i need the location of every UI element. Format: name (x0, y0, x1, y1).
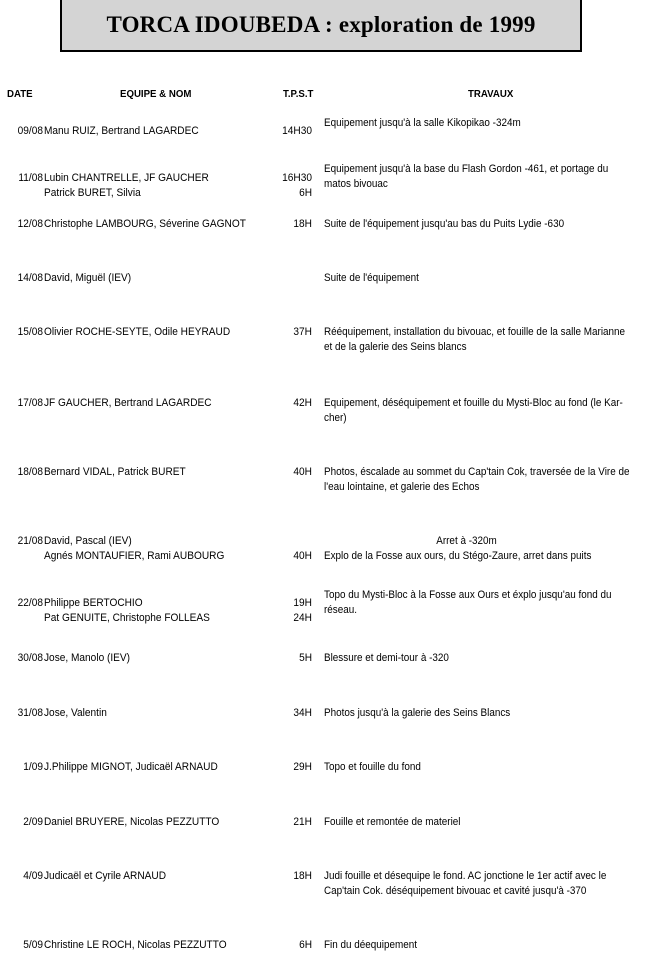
row-work-line: réseau. (324, 604, 358, 616)
row-tpst: 14H30 (282, 125, 312, 137)
header-tpst: T.P.S.T (283, 88, 314, 100)
row-team-line: Agnés MONTAUFIER, Rami AUBOURG (44, 550, 225, 562)
row-tpst: 19H (293, 597, 312, 609)
row-team-line: Christine LE ROCH, Nicolas PEZZUTTO (44, 939, 227, 951)
row-date: 30/08 (17, 652, 43, 664)
row-team-line: Bernard VIDAL, Patrick BURET (44, 466, 186, 478)
row-date: 4/09 (23, 870, 43, 882)
row-team-line: Judicaël et Cyrile ARNAUD (44, 870, 167, 882)
row-date: 09/08 (17, 125, 43, 137)
row-date: 5/09 (23, 939, 43, 951)
row-team-line: Olivier ROCHE-SEYTE, Odile HEYRAUD (44, 326, 231, 338)
row-work-line: Equipement, déséquipement et fouille du Mysti-Bloc au fond (le Kar- (324, 397, 623, 409)
row-work-line: Cap'tain Cok. déséquipement bivouac et cavité jusqu'à -370 (324, 885, 587, 897)
row-tpst: 6H (299, 939, 312, 951)
row-tpst: 18H (293, 218, 312, 230)
row-work-line: Judi fouille et désequipe le fond. AC jonctione le 1er actif avec le (324, 870, 607, 882)
row-work-line: Photos jusqu'à la galerie des Seins Blancs (324, 707, 511, 719)
row-work-line: Suite de l'équipement (324, 272, 419, 284)
row-work-line: Topo et fouille du fond (324, 761, 421, 773)
row-tpst: 29H (293, 761, 312, 773)
row-tpst: 42H (293, 397, 312, 409)
row-date: 15/08 (17, 326, 43, 338)
row-work-line: Rééquipement, installation du bivouac, et fouille de la salle Marianne (324, 326, 626, 338)
row-team-line: JF GAUCHER, Bertrand LAGARDEC (44, 397, 212, 409)
row-tpst: 21H (293, 816, 312, 828)
row-tpst: 40H (293, 466, 312, 478)
row-work-line: Fin du déequipement (324, 939, 418, 951)
row-team-line: Philippe BERTOCHIO (44, 597, 143, 609)
row-date: 12/08 (17, 218, 43, 230)
row-team-line: David, Pascal (IEV) (44, 535, 132, 547)
row-tpst: 5H (299, 652, 312, 664)
row-work-note: Arret à -320m (436, 535, 497, 547)
row-team-line: Christophe LAMBOURG, Séverine GAGNOT (44, 218, 246, 230)
row-date: 21/08 (17, 535, 43, 547)
row-date: 14/08 (17, 272, 43, 284)
row-work-line: Equipement jusqu'à la salle Kikopikao -324m (324, 117, 521, 129)
header-team: EQUIPE & NOM (120, 88, 192, 100)
header-work: TRAVAUX (468, 88, 514, 100)
row-tpst: 34H (293, 707, 312, 719)
row-work-line: matos bivouac (324, 178, 388, 190)
page-title: TORCA IDOUBEDA : exploration de 1999 (60, 0, 582, 52)
row-date: 17/08 (17, 397, 43, 409)
row-work-line: Explo de la Fosse aux ours, du Stégo-Zaure, arret dans puits (324, 550, 592, 562)
row-date: 2/09 (23, 816, 43, 828)
row-tpst: 37H (293, 326, 312, 338)
row-work-line: Suite de l'équipement jusqu'au bas du Puits Lydie -630 (324, 218, 565, 230)
row-date: 31/08 (17, 707, 43, 719)
row-date: 18/08 (17, 466, 43, 478)
row-work-line: Blessure et demi-tour à -320 (324, 652, 449, 664)
header-date: DATE (7, 88, 33, 100)
row-date: 1/09 (23, 761, 43, 773)
row-work-line: Photos, éscalade au sommet du Cap'tain Cok, traversée de la Vire de (324, 466, 630, 478)
row-team-line: J.Philippe MIGNOT, Judicaël ARNAUD (44, 761, 218, 773)
row-team-line: Manu RUIZ, Bertrand LAGARDEC (44, 125, 199, 137)
row-team-line: Jose, Valentin (44, 707, 107, 719)
row-tpst: 40H (293, 550, 312, 562)
row-tpst: 6H (299, 187, 312, 199)
row-tpst: 18H (293, 870, 312, 882)
row-tpst: 16H30 (282, 172, 312, 184)
row-work-line (300, 534, 633, 549)
row-work-line: Equipement jusqu'à la base du Flash Gordon -461, et portage du (324, 163, 609, 175)
row-work-line: et de la galerie des Seins blancs (324, 341, 467, 353)
row-team-line: Daniel BRUYERE, Nicolas PEZZUTTO (44, 816, 220, 828)
row-work-line: l'eau lointaine, et galerie des Echos (324, 481, 480, 493)
row-team-line: Patrick BURET, Silvia (44, 187, 141, 199)
row-team-line: Pat GENUITE, Christophe FOLLEAS (44, 612, 210, 624)
row-work-line: Topo du Mysti-Bloc à la Fosse aux Ours et éxplo jusqu'au fond du (324, 589, 612, 601)
row-team-line: Jose, Manolo (IEV) (44, 652, 131, 664)
row-team-line: Lubin CHANTRELLE, JF GAUCHER (44, 172, 209, 184)
row-date: 11/08 (18, 172, 43, 184)
row-date: 22/08 (17, 597, 43, 609)
row-work-line: Fouille et remontée de materiel (324, 816, 461, 828)
row-work-line: cher) (324, 412, 347, 424)
row-team-line: David, Miguël (IEV) (44, 272, 132, 284)
row-tpst: 24H (293, 612, 312, 624)
